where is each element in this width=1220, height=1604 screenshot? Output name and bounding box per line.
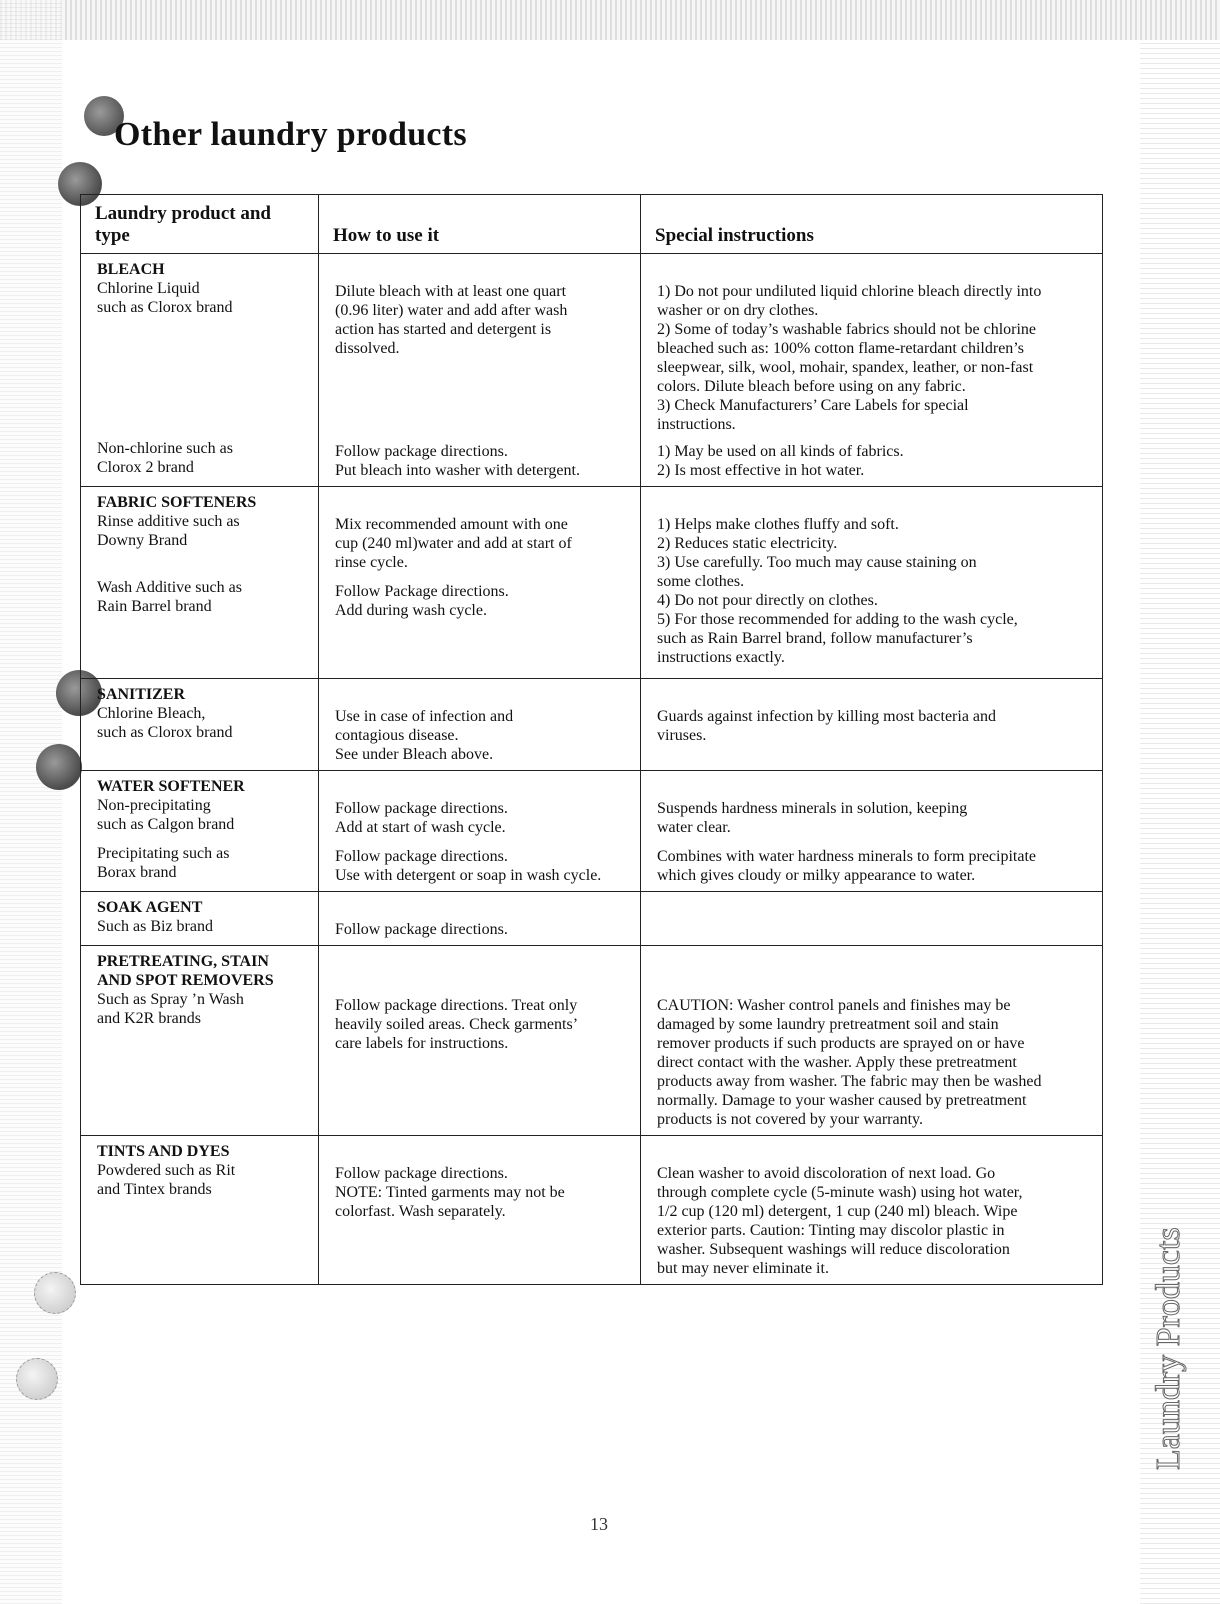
category-label: WATER SOFTENER <box>97 778 245 795</box>
how-line: Dilute bleach with at least one quart <box>335 283 567 300</box>
special-cell <box>641 679 1103 771</box>
special-line: instructions. <box>657 416 736 433</box>
binder-hole-4 <box>34 1272 76 1314</box>
product-cell <box>81 892 319 946</box>
special-line: Suspends hardness minerals in solution, keeping <box>657 800 968 817</box>
table-row-pretreating <box>81 946 1103 1136</box>
special-line: such as Rain Barrel brand, follow manufacturer’s <box>657 630 973 647</box>
how-line: colorfast. Wash separately. <box>335 1203 506 1220</box>
special-line: 4) Do not pour directly on clothes. <box>657 592 878 609</box>
how-line: cup (240 ml)water and add at start of <box>335 535 572 552</box>
product-line: such as Clorox brand <box>97 299 233 316</box>
table-row-water-softener <box>81 771 1103 892</box>
header-how-to-use: How to use it <box>319 195 641 254</box>
how-line: dissolved. <box>335 340 400 357</box>
special-line: instructions exactly. <box>657 649 785 666</box>
product-line: Non-precipitating <box>97 797 211 814</box>
binder-hole-5 <box>16 1358 58 1400</box>
product-cell <box>81 487 319 679</box>
special-line: colors. Dilute bleach before using on any fabric. <box>657 378 966 395</box>
special-cell <box>641 487 1103 679</box>
special-line: Clean washer to avoid discoloration of next load. Go <box>657 1165 996 1182</box>
table-row-fabric-softeners <box>81 487 1103 679</box>
product-line: such as Clorox brand <box>97 724 233 741</box>
special-line: 1) Helps make clothes fluffy and soft. <box>657 516 899 533</box>
special-line: 2) Is most effective in hot water. <box>657 462 865 479</box>
category-label: PRETREATING, STAIN AND SPOT REMOVERS <box>97 953 274 989</box>
special-line: normally. Damage to your washer caused by pretreatment <box>657 1092 1027 1109</box>
product-line: Clorox 2 brand <box>97 459 194 476</box>
product-line: Such as Biz brand <box>97 918 213 935</box>
special-line: remover products if such products are sprayed on or have <box>657 1035 1025 1052</box>
special-cell <box>641 1136 1103 1285</box>
special-line: sleepwear, silk, wool, mohair, spandex, leather, or non-fast <box>657 359 1034 376</box>
category-label: SANITIZER <box>97 686 186 703</box>
how-cell <box>319 1136 641 1285</box>
how-line: NOTE: Tinted garments may not be <box>335 1184 565 1201</box>
special-cell <box>641 771 1103 892</box>
how-line: See under Bleach above. <box>335 746 494 763</box>
header-product-type: Laundry product and type <box>81 195 319 254</box>
product-line: Chlorine Liquid <box>97 280 200 297</box>
product-cell <box>81 771 319 892</box>
how-line: Follow package directions. Treat only <box>335 997 578 1014</box>
how-line: action has started and detergent is <box>335 321 552 338</box>
how-line: heavily soiled areas. Check garments’ <box>335 1016 579 1033</box>
special-line: Combines with water hardness minerals to form precipitate <box>657 848 1037 865</box>
special-line: viruses. <box>657 727 707 744</box>
how-line: Follow package directions. <box>335 800 508 817</box>
product-cell <box>81 946 319 1136</box>
side-section-tab <box>1142 1160 1186 1470</box>
special-line: 3) Check Manufacturers’ Care Labels for special <box>657 397 969 414</box>
how-line: Add during wash cycle. <box>335 602 487 619</box>
product-line: and K2R brands <box>97 1010 201 1027</box>
category-label: TINTS AND DYES <box>97 1143 230 1160</box>
special-line: but may never eliminate it. <box>657 1260 829 1277</box>
product-line: Precipitating such as <box>97 845 230 862</box>
special-line: CAUTION: Washer control panels and finishes may be <box>657 997 1011 1014</box>
product-line: Rain Barrel brand <box>97 598 212 615</box>
how-line: Follow Package directions. <box>335 583 509 600</box>
how-cell <box>319 487 641 679</box>
special-line: some clothes. <box>657 573 745 590</box>
product-line: Borax brand <box>97 864 177 881</box>
how-line: (0.96 liter) water and add after wash <box>335 302 568 319</box>
how-cell <box>319 946 641 1136</box>
product-cell <box>81 254 319 487</box>
how-cell <box>319 771 641 892</box>
how-line: Use in case of infection and <box>335 708 514 725</box>
table-row-tints-and-dyes <box>81 1136 1103 1285</box>
product-line: Rinse additive such as <box>97 513 240 530</box>
special-cell <box>641 892 1103 946</box>
laundry-products-table-wrap <box>80 194 1102 1285</box>
scan-top-edge <box>0 0 1220 40</box>
special-line: bleached such as: 100% cotton flame-retardant children’s <box>657 340 1024 357</box>
special-line: products is not covered by your warranty. <box>657 1111 923 1128</box>
special-line: which gives cloudy or milky appearance to water. <box>657 867 976 884</box>
special-line: 2) Reduces static electricity. <box>657 535 838 552</box>
table-row-soak-agent <box>81 892 1103 946</box>
special-line: direct contact with the washer. Apply these pretreatment <box>657 1054 1017 1071</box>
table-row-sanitizer <box>81 679 1103 771</box>
special-line: washer. Subsequent washings will reduce discoloration <box>657 1241 1010 1258</box>
product-cell <box>81 1136 319 1285</box>
how-line: Follow package directions. <box>335 848 508 865</box>
product-line: Downy Brand <box>97 532 188 549</box>
page-number: 13 <box>590 1514 608 1534</box>
product-line: Powdered such as Rit <box>97 1162 236 1179</box>
special-cell <box>641 254 1103 487</box>
how-line: Follow package directions. <box>335 443 508 460</box>
side-tab-label: Laundry Products <box>1150 1227 1187 1470</box>
how-line: rinse cycle. <box>335 554 408 571</box>
page-title: Other laundry products <box>114 116 467 153</box>
binder-hole-3 <box>36 744 82 790</box>
how-line: Follow package directions. <box>335 1165 508 1182</box>
how-line: Put bleach into washer with detergent. <box>335 462 580 479</box>
special-line: 2) Some of today’s washable fabrics should not be chlorine <box>657 321 1037 338</box>
special-line: 1) May be used on all kinds of fabrics. <box>657 443 904 460</box>
special-line: through complete cycle (5-minute wash) using hot water, <box>657 1184 1023 1201</box>
product-line: Wash Additive such as <box>97 579 242 596</box>
special-line: products away from washer. The fabric may then be washed <box>657 1073 1042 1090</box>
special-line: 1) Do not pour undiluted liquid chlorine bleach directly into <box>657 283 1042 300</box>
category-label: BLEACH <box>97 261 165 278</box>
how-cell <box>319 254 641 487</box>
how-cell <box>319 892 641 946</box>
special-line: Guards against infection by killing most bacteria and <box>657 708 997 725</box>
how-line: Use with detergent or soap in wash cycle. <box>335 867 602 884</box>
table-header-row <box>81 195 1103 254</box>
category-label: SOAK AGENT <box>97 899 203 916</box>
how-cell <box>319 679 641 771</box>
how-line: Mix recommended amount with one <box>335 516 568 533</box>
how-line: care labels for instructions. <box>335 1035 509 1052</box>
product-line: such as Calgon brand <box>97 816 235 833</box>
how-line: Follow package directions. <box>335 921 508 938</box>
special-line: 5) For those recommended for adding to the wash cycle, <box>657 611 1018 628</box>
special-line: damaged by some laundry pretreatment soil and stain <box>657 1016 999 1033</box>
how-line: Add at start of wash cycle. <box>335 819 506 836</box>
special-line: water clear. <box>657 819 731 836</box>
special-line: washer or on dry clothes. <box>657 302 819 319</box>
product-line: Chlorine Bleach, <box>97 705 206 722</box>
product-line: Non-chlorine such as <box>97 440 233 457</box>
special-line: 1/2 cup (120 ml) detergent, 1 cup (240 ml) bleach. Wipe <box>657 1203 1018 1220</box>
laundry-products-table <box>80 194 1103 1285</box>
header-special-instructions: Special instructions <box>641 195 1103 254</box>
product-line: Such as Spray ’n Wash <box>97 991 244 1008</box>
product-cell <box>81 679 319 771</box>
product-line: and Tintex brands <box>97 1181 212 1198</box>
special-line: 3) Use carefully. Too much may cause staining on <box>657 554 977 571</box>
table-row-bleach <box>81 254 1103 487</box>
category-label: FABRIC SOFTENERS <box>97 494 257 511</box>
special-line: exterior parts. Caution: Tinting may discolor plastic in <box>657 1222 1005 1239</box>
special-cell <box>641 946 1103 1136</box>
how-line: contagious disease. <box>335 727 459 744</box>
